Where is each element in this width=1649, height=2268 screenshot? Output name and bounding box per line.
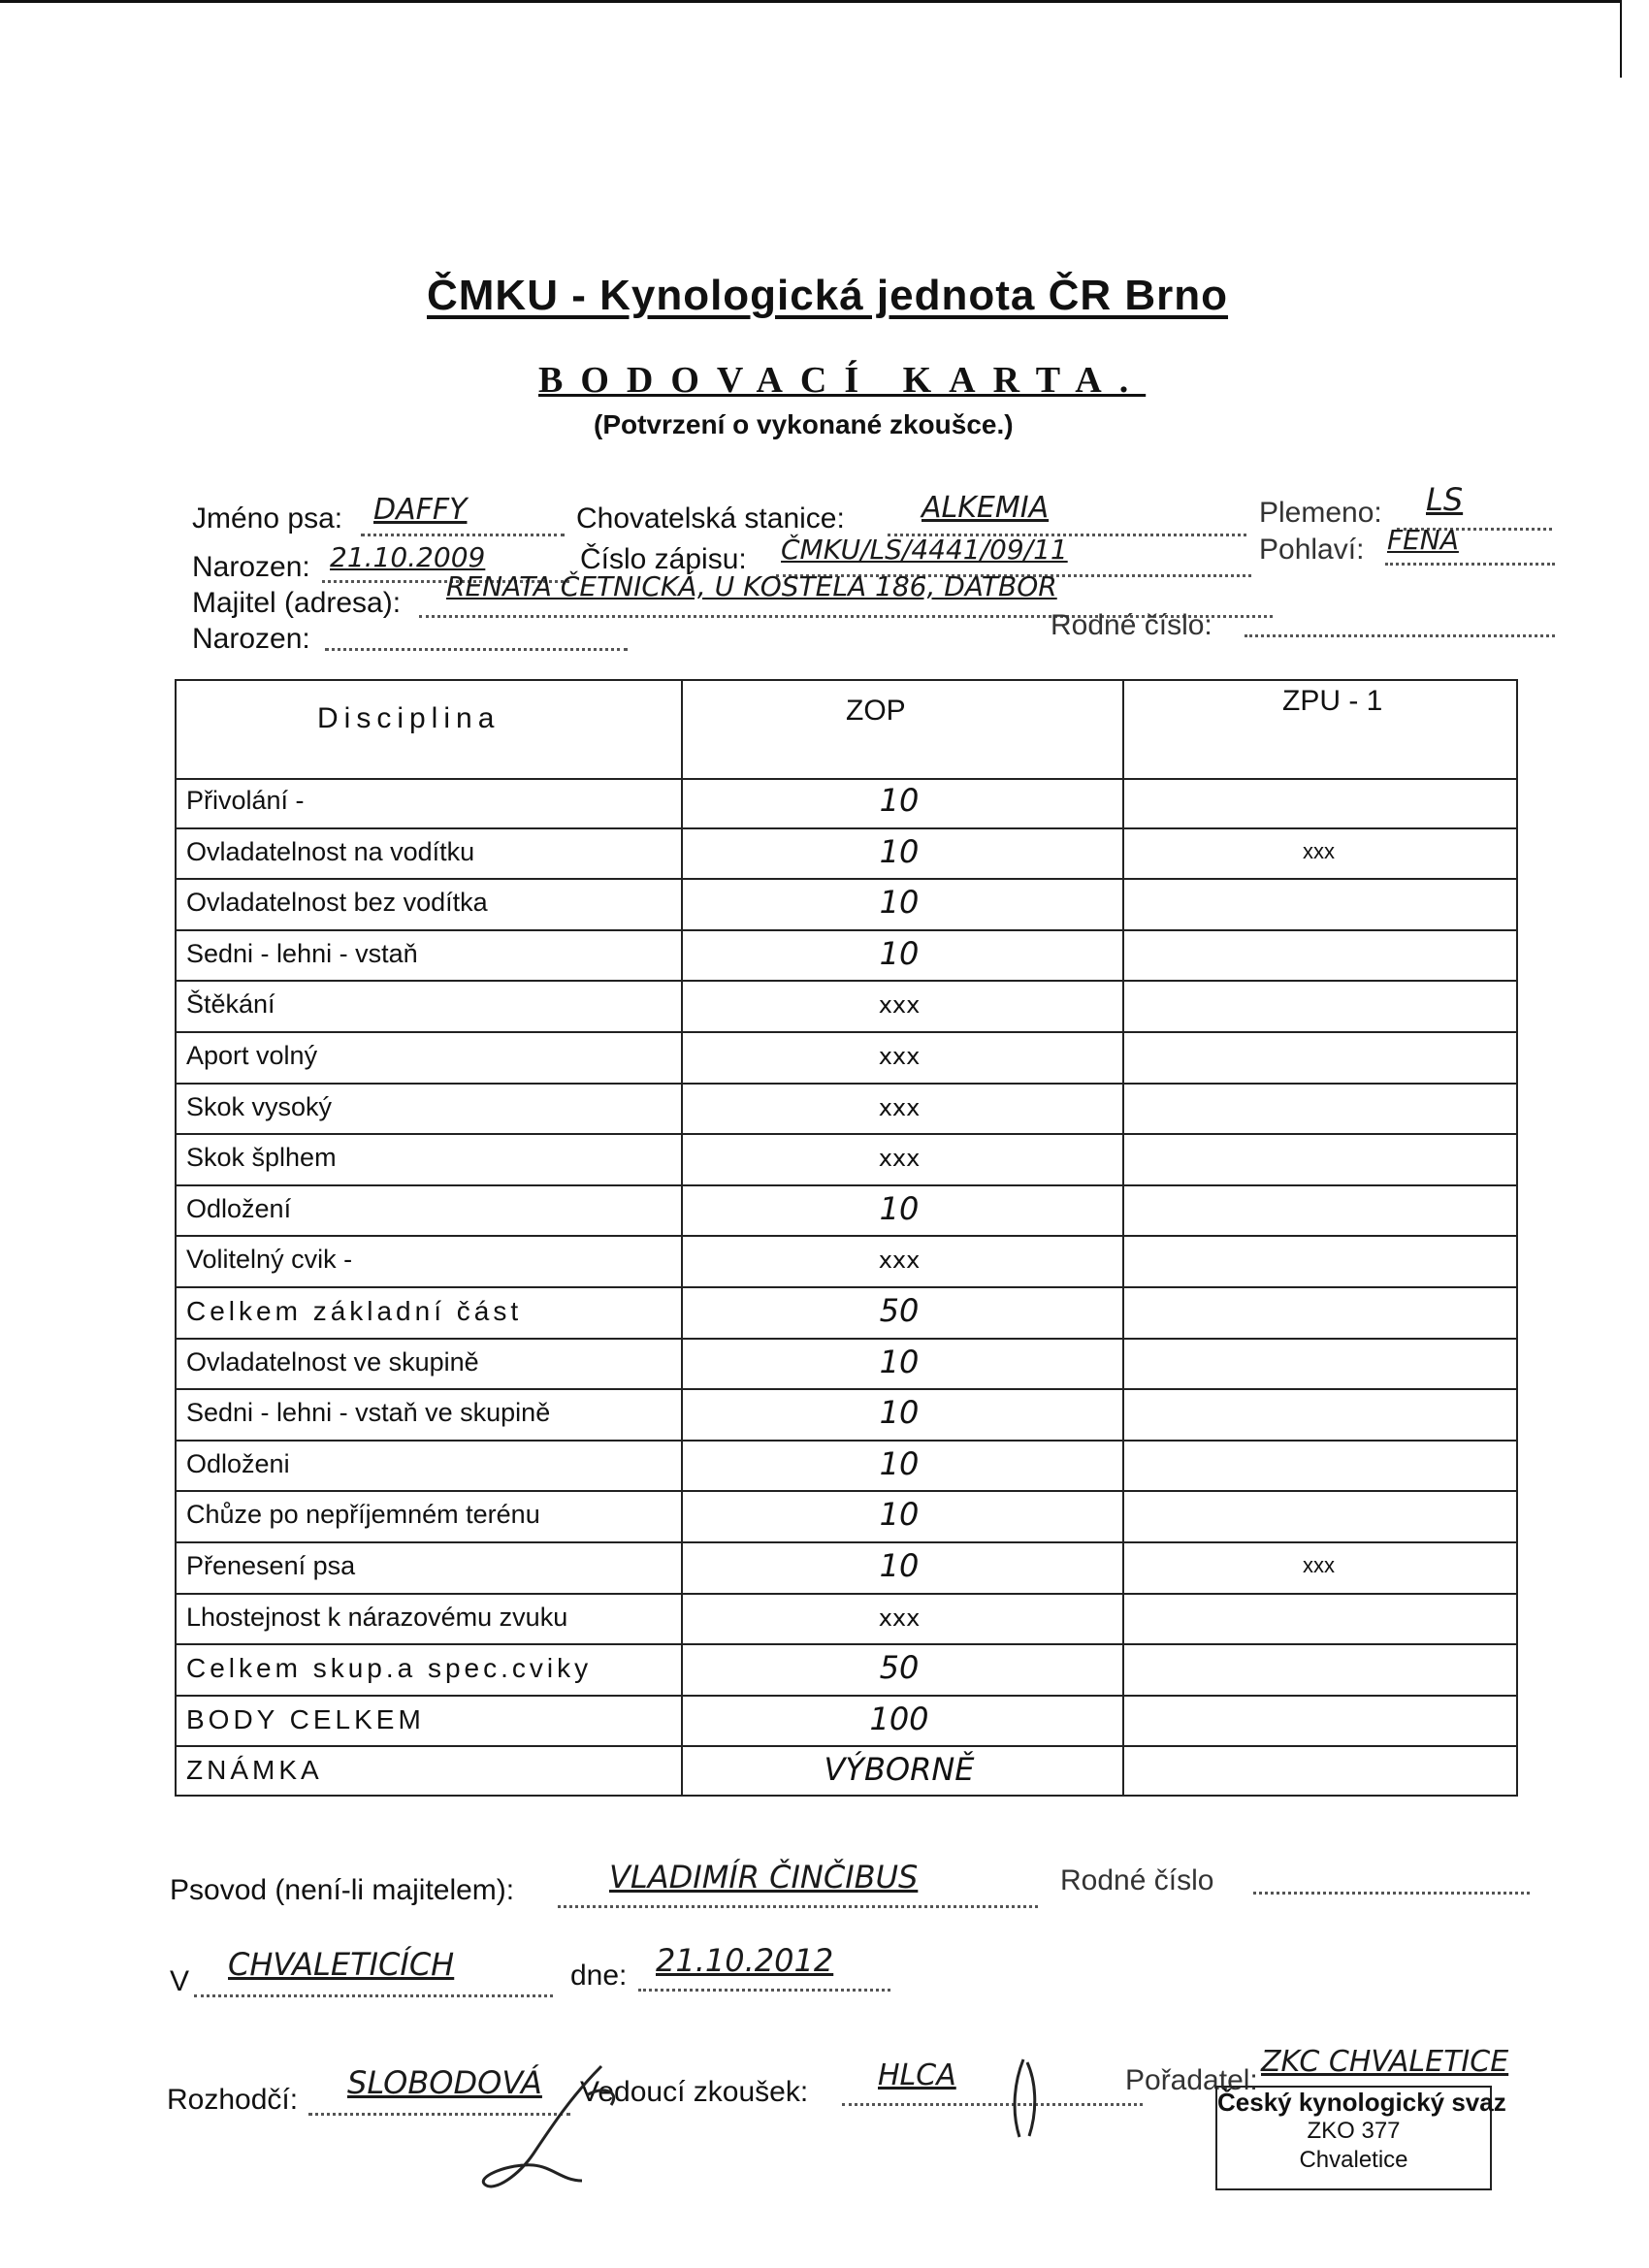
- discipline-name: Ovladatelnost ve skupině: [186, 1346, 479, 1377]
- discipline-name: Ovladatelnost na vodítku: [186, 836, 475, 866]
- date-label: dne:: [570, 1960, 628, 1992]
- discipline-name: Skok šplhem: [186, 1143, 337, 1173]
- zop-score: 10: [879, 782, 920, 819]
- zpu-score: xxx: [1303, 838, 1335, 863]
- stamp-line-1: Český kynologický svaz: [1217, 2088, 1506, 2117]
- table-row: [177, 1747, 1516, 1798]
- table-row: [177, 1288, 1516, 1340]
- leader-label: Vedoucí zkoušek:: [580, 2076, 809, 2108]
- stamp-line-2: ZKO 377: [1307, 2118, 1401, 2144]
- discipline-name: Sedni - lehni - vstaň: [186, 938, 418, 968]
- table-row: [177, 1492, 1516, 1543]
- born-value: 21.10.2009: [330, 541, 486, 573]
- score-table: [175, 679, 1518, 1797]
- card-subtitle: (Potvrzení o vykonané zkoušce.): [594, 409, 1014, 439]
- table-row: [177, 1442, 1516, 1493]
- table-row: [177, 1033, 1516, 1085]
- table-row: [177, 1186, 1516, 1238]
- zop-score: xxx: [878, 1043, 921, 1070]
- organizer-label: Pořadatel:: [1125, 2064, 1258, 2096]
- table-row: [177, 829, 1516, 881]
- discipline-name: ZNÁMKA: [186, 1755, 323, 1786]
- discipline-name: Odložení: [186, 1193, 292, 1223]
- place-label: V: [170, 1965, 190, 1997]
- zop-score: 10: [879, 1496, 920, 1534]
- discipline-name: Volitelný cvik -: [186, 1245, 353, 1275]
- table-row: [177, 1135, 1516, 1186]
- zop-score: 100: [869, 1700, 929, 1737]
- discipline-name: Ovladatelnost bez vodítka: [186, 888, 488, 918]
- organizer-value: ZKC CHVALETICE: [1261, 2045, 1509, 2079]
- owner-id-label: Rodné číslo:: [1051, 609, 1212, 641]
- registry-value: ČMKU/LS/4441/09/11: [781, 534, 1068, 566]
- table-row: [177, 778, 1516, 829]
- header-discipline: Disciplina: [317, 702, 501, 734]
- discipline-name: Aport volný: [186, 1041, 318, 1070]
- zop-score: xxx: [878, 1604, 921, 1632]
- organization-stamp: [1215, 2086, 1506, 2190]
- table-row: [177, 1085, 1516, 1136]
- handler-id-label: Rodné číslo: [1060, 1864, 1214, 1896]
- zpu-score: xxx: [1303, 1553, 1335, 1577]
- zop-score: 10: [879, 1189, 920, 1227]
- zop-score: 10: [879, 1444, 920, 1482]
- top-border: [0, 0, 1622, 3]
- card-title: BODOVACÍ KARTA.: [538, 360, 1147, 401]
- table-header: [177, 681, 1516, 780]
- discipline-name: Celkem skup.a spec.cviky: [186, 1653, 593, 1684]
- born-label: Narozen:: [192, 551, 310, 583]
- sex-label: Pohlaví:: [1259, 534, 1365, 566]
- owner-value: RENATA ČETNICKÁ, U KOSTELA 186, DATBOR: [446, 570, 1057, 602]
- stamp-line-3: Chvaletice: [1299, 2147, 1408, 2173]
- zop-score: 10: [879, 1547, 920, 1584]
- discipline-name: Přivolání -: [186, 786, 305, 815]
- handler-label: Psovod (není-li majitelem):: [170, 1874, 515, 1906]
- sex-value: FENA: [1387, 524, 1459, 556]
- table-row: [177, 1697, 1516, 1748]
- leader-signature: [994, 2055, 1052, 2142]
- zop-score: xxx: [878, 991, 921, 1020]
- right-border: [1620, 0, 1622, 78]
- breed-value: LS: [1426, 481, 1464, 518]
- zop-score: xxx: [878, 1093, 921, 1121]
- table-row: [177, 982, 1516, 1033]
- discipline-name: Skok vysoký: [186, 1091, 333, 1121]
- owner-born-label: Narozen:: [192, 623, 310, 655]
- table-row: [177, 880, 1516, 931]
- table-row: [177, 1237, 1516, 1288]
- table-row: [177, 1543, 1516, 1595]
- discipline-name: Lhostejnost k nárazovému zvuku: [186, 1602, 568, 1632]
- header-zop: ZOP: [846, 695, 906, 727]
- judge-value: SLOBODOVÁ: [347, 2064, 542, 2101]
- zop-score: 50: [879, 1292, 920, 1329]
- discipline-name: Štěkání: [186, 989, 275, 1020]
- table-row: [177, 931, 1516, 983]
- zop-score: 10: [879, 884, 920, 922]
- discipline-name: Odloženi: [186, 1448, 290, 1478]
- zop-score: xxx: [878, 1145, 921, 1173]
- date-value: 21.10.2012: [656, 1942, 834, 1979]
- table-row: [177, 1340, 1516, 1391]
- zop-score: 10: [879, 934, 920, 972]
- zop-score: 10: [879, 832, 920, 870]
- zop-score: xxx: [878, 1247, 921, 1275]
- zop-score: 10: [879, 1343, 920, 1380]
- discipline-name: Sedni - lehni - vstaň ve skupině: [186, 1398, 551, 1428]
- zop-score: 10: [879, 1394, 920, 1432]
- discipline-name: BODY CELKEM: [186, 1703, 425, 1734]
- discipline-name: Celkem základní část: [186, 1296, 523, 1326]
- discipline-name: Přenesení psa: [186, 1551, 356, 1580]
- discipline-name: Chůze po nepříjemném terénu: [186, 1500, 540, 1530]
- organization-title: ČMKU - Kynologická jednota ČR Brno: [427, 272, 1229, 319]
- zop-score: VÝBORNĚ: [824, 1751, 975, 1789]
- table-row: [177, 1645, 1516, 1697]
- handler-value: VLADIMÍR ČINČIBUS: [609, 1859, 919, 1895]
- table-row: [177, 1595, 1516, 1646]
- judge-signature: [456, 2057, 650, 2202]
- breed-label: Plemeno:: [1259, 497, 1382, 529]
- zop-score: 50: [879, 1649, 920, 1687]
- owner-label: Majitel (adresa):: [192, 587, 402, 619]
- table-row: [177, 1390, 1516, 1442]
- leader-value: HLCA: [878, 2058, 956, 2092]
- dog-name-label: Jméno psa:: [192, 502, 343, 535]
- kennel-value: ALKEMIA: [922, 491, 1050, 525]
- header-zpu: ZPU - 1: [1282, 685, 1383, 717]
- registry-label: Číslo zápisu:: [580, 543, 747, 575]
- judge-label: Rozhodčí:: [167, 2084, 299, 2116]
- place-value: CHVALETICÍCH: [228, 1946, 455, 1983]
- kennel-label: Chovatelská stanice:: [576, 502, 845, 535]
- dog-name-value: DAFFY: [373, 493, 468, 527]
